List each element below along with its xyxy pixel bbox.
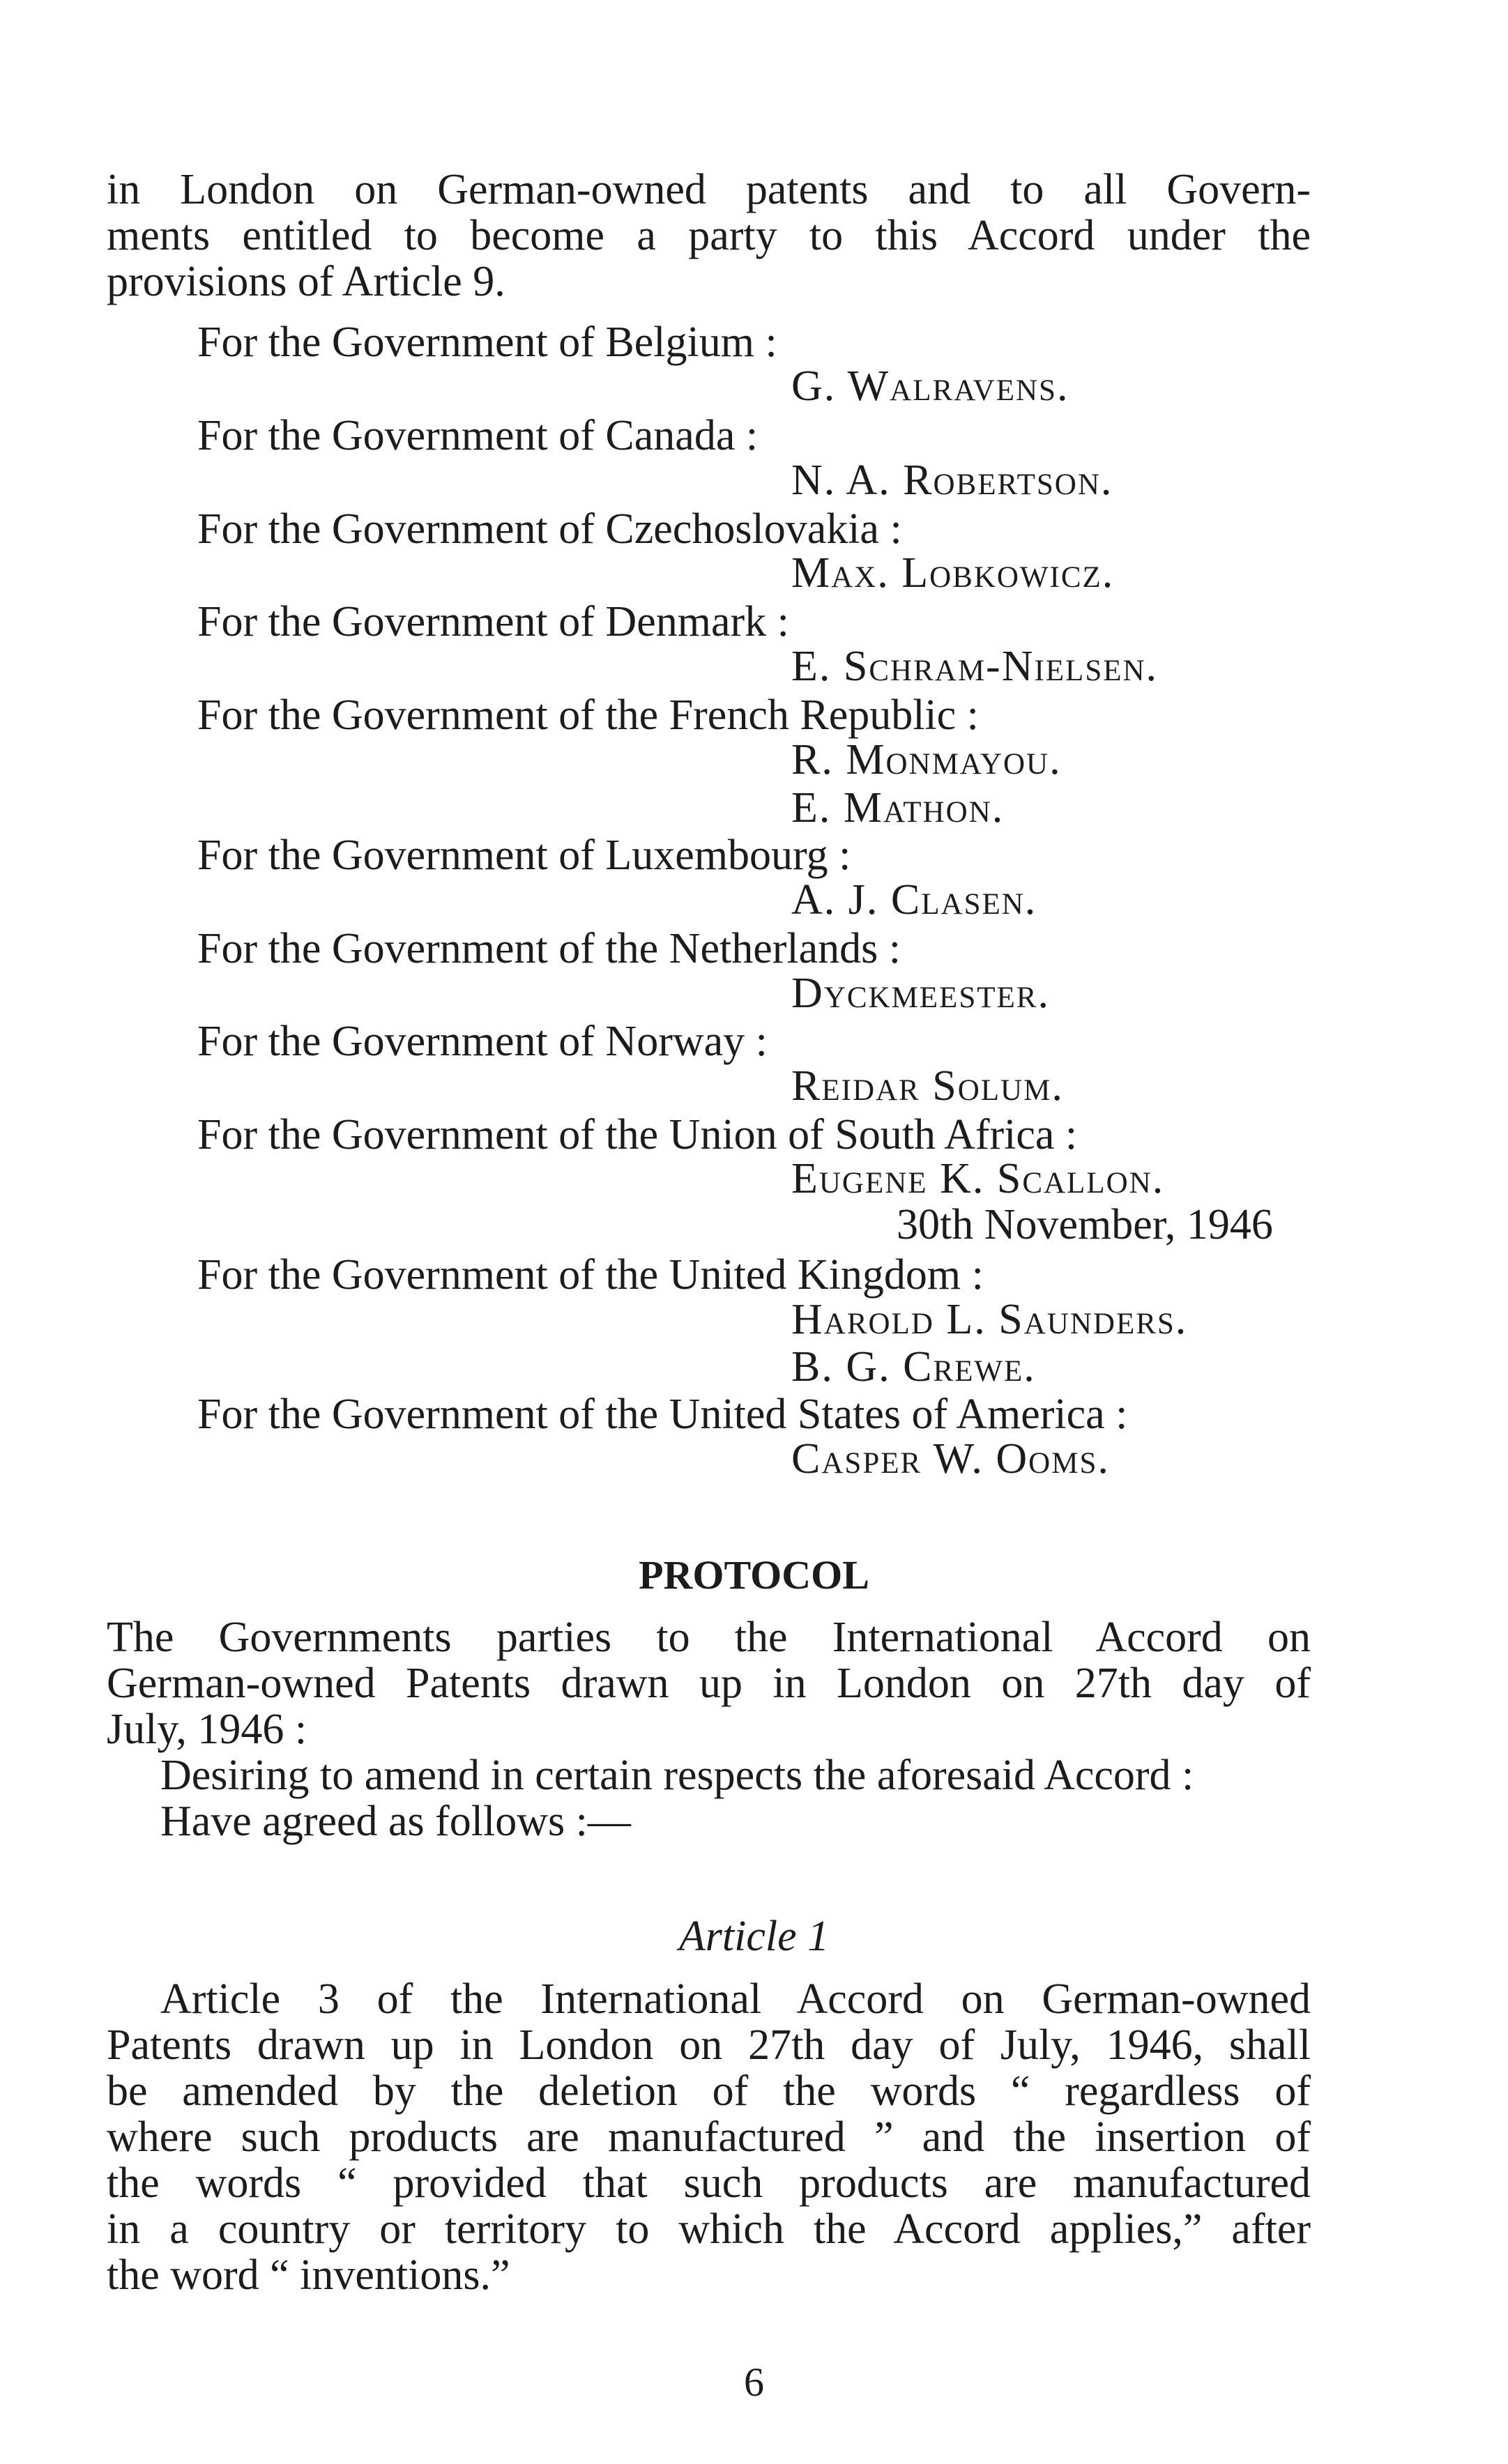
article-line-1: Article 3 of the International Accord on German-owned xyxy=(160,1975,1311,2023)
signatory-name-denmark: E. Schram-Nielsen. xyxy=(791,643,1159,690)
protocol-line-2: German-owned Patents drawn up in London on 27th day of xyxy=(107,1660,1311,1707)
signatory-label-south-africa: For the Government of the Union of South Africa : xyxy=(197,1111,1078,1158)
opening-line-2: ments entitled to become a party to this Accord under the xyxy=(107,212,1311,259)
signatory-name-canada: N. A. Robertson. xyxy=(791,457,1113,504)
protocol-line-4: Desiring to amend in certain respects the aforesaid Accord : xyxy=(160,1752,1194,1799)
signatory-label-belgium: For the Government of Belgium : xyxy=(197,319,777,366)
signatory-name-united-kingdom-1: Harold L. Saunders. xyxy=(791,1296,1188,1343)
signatory-label-united-kingdom: For the Government of the United Kingdom : xyxy=(197,1251,984,1299)
signatory-label-luxembourg: For the Government of Luxembourg : xyxy=(197,832,851,879)
signatory-name-norway: Reidar Solum. xyxy=(791,1062,1064,1110)
opening-line-1: in London on German-owned patents and to all Govern- xyxy=(107,166,1311,213)
signatory-name-netherlands: Dyckmeester. xyxy=(791,970,1050,1017)
signatory-label-canada: For the Government of Canada : xyxy=(197,412,759,459)
signatory-name-luxembourg: A. J. Clasen. xyxy=(791,876,1037,924)
signatory-name-french-republic-2: E. Mathon. xyxy=(791,784,1005,832)
protocol-line-5: Have agreed as follows :— xyxy=(160,1798,631,1845)
article-line-7: the word “ inventions.” xyxy=(107,2251,510,2299)
signatory-name-belgium: G. Walravens. xyxy=(791,362,1069,410)
signatory-label-united-states: For the Government of the United States of America : xyxy=(197,1391,1128,1438)
protocol-line-1: The Governments parties to the International Accord on xyxy=(107,1614,1311,1661)
article-line-3: be amended by the deletion of the words “ regardless of xyxy=(107,2067,1311,2115)
signatory-name-united-kingdom-2: B. G. Crewe. xyxy=(791,1343,1036,1391)
signature-date: 30th November, 1946 xyxy=(897,1201,1273,1248)
article-line-2: Patents drawn up in London on 27th day of July, 1946, shall xyxy=(107,2021,1311,2069)
article-heading: Article 1 xyxy=(678,1913,830,1960)
signatory-name-south-africa: Eugene K. Scallon. xyxy=(791,1155,1165,1202)
signatory-label-norway: For the Government of Norway : xyxy=(197,1018,768,1065)
signatory-label-denmark: For the Government of Denmark : xyxy=(197,598,789,645)
signatory-name-united-states: Casper W. Ooms. xyxy=(791,1435,1110,1483)
signatory-label-french-republic: For the Government of the French Republic : xyxy=(197,691,979,739)
signatory-name-french-republic-1: R. Monmayou. xyxy=(791,736,1062,783)
signatory-label-netherlands: For the Government of the Netherlands : xyxy=(197,925,901,972)
article-line-6: in a country or territory to which the Accord applies,” after xyxy=(107,2205,1311,2253)
opening-line-3: provisions of Article 9. xyxy=(107,258,505,305)
signatory-name-czechoslovakia: Max. Lobkowicz. xyxy=(791,549,1115,597)
page-number: 6 xyxy=(744,2359,764,2405)
protocol-line-3: July, 1946 : xyxy=(107,1706,307,1753)
article-line-4: where such products are manufactured ” and the insertion of xyxy=(107,2113,1311,2161)
article-line-5: the words “ provided that such products are manufactured xyxy=(107,2159,1311,2207)
signatory-label-czechoslovakia: For the Government of Czechoslovakia : xyxy=(197,505,902,553)
protocol-title: PROTOCOL xyxy=(639,1552,869,1598)
